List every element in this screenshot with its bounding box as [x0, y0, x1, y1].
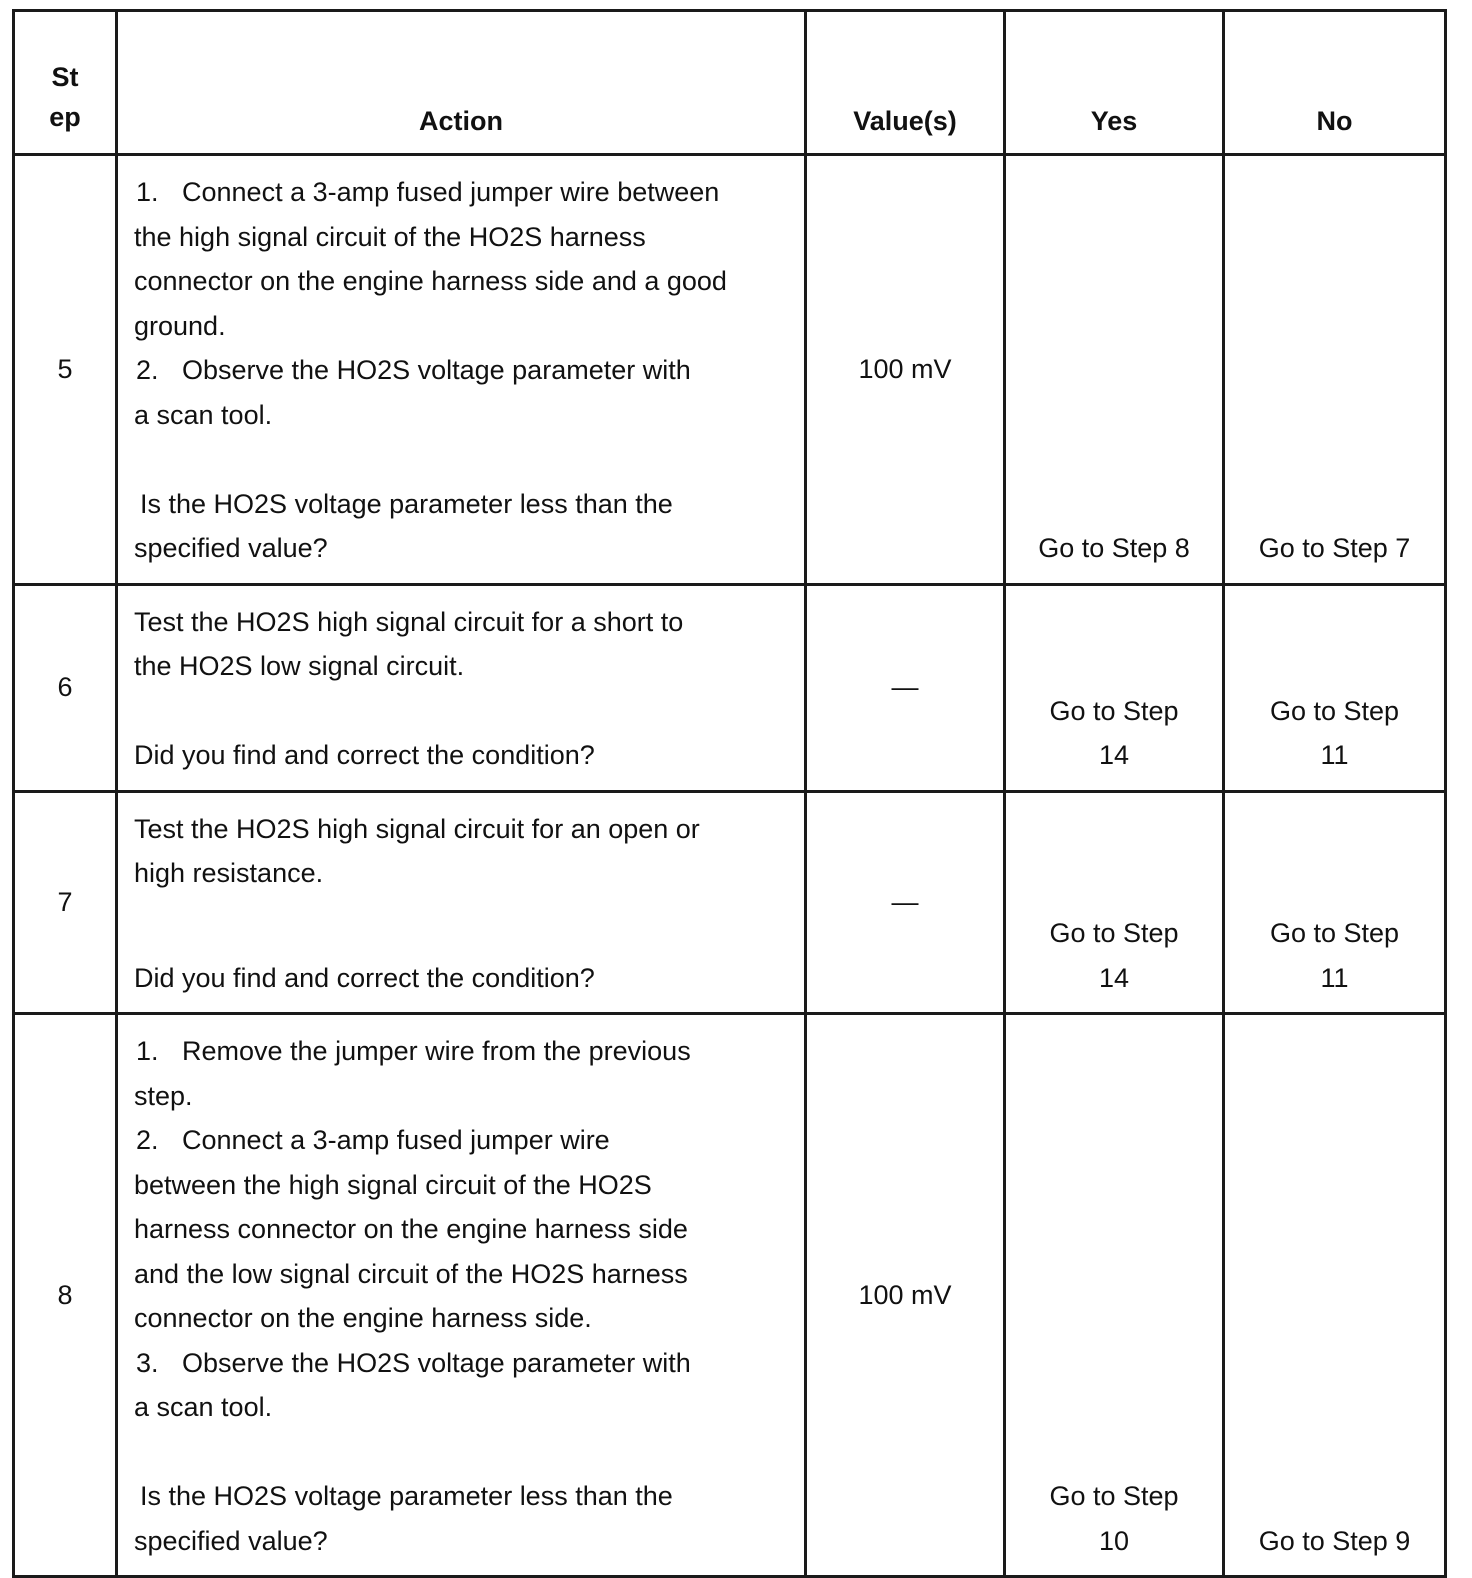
- action-line: a scan tool.: [134, 1392, 273, 1422]
- action-question: Did you find and correct the condition?: [134, 962, 595, 993]
- no-link: 11: [1320, 962, 1349, 993]
- no-link: Go to Step 7: [1258, 533, 1411, 563]
- yes-link: Go to Step 8: [1038, 533, 1190, 563]
- step-number: 8: [14, 1014, 117, 1577]
- yes-link: 14: [1098, 740, 1130, 770]
- yes-link: Go to Step: [1049, 1481, 1179, 1511]
- action-line: 3. Observe the HO2S voltage parameter with: [136, 1347, 691, 1378]
- header-no: No: [1224, 11, 1446, 155]
- action-line: the high signal circuit of the HO2S harness: [134, 221, 646, 252]
- action-cell: [117, 155, 806, 585]
- header-step-line2: ep: [49, 102, 81, 132]
- step-number: 7: [14, 791, 117, 1014]
- action-cell: [117, 791, 806, 1014]
- yes-link: 14: [1098, 962, 1130, 993]
- action-line: high resistance.: [134, 858, 324, 888]
- action-line: harness connector on the engine harness side: [134, 1214, 688, 1244]
- no-link: Go to Step: [1269, 695, 1400, 726]
- action-line: step.: [134, 1080, 193, 1111]
- table-row-step-8: [14, 1014, 1446, 1577]
- yes-cell: [1005, 791, 1224, 1014]
- yes-cell: [1005, 1014, 1224, 1577]
- value-cell: 100 mV: [806, 1014, 1005, 1577]
- action-line: the HO2S low signal circuit.: [134, 651, 465, 681]
- action-line: 2. Observe the HO2S voltage parameter with: [136, 355, 691, 385]
- action-line: Test the HO2S high signal circuit for an open or: [134, 813, 700, 844]
- header-yes: Yes: [1005, 11, 1224, 155]
- step-number: 5: [14, 155, 117, 585]
- no-cell: [1224, 155, 1446, 585]
- action-line: 2. Connect a 3-amp fused jumper wire: [136, 1125, 610, 1155]
- table-row-step-5: [14, 155, 1446, 585]
- action-line: between the high signal circuit of the HO2S: [134, 1169, 652, 1200]
- no-link: 11: [1320, 740, 1349, 770]
- action-cell: [117, 1014, 806, 1577]
- header-step: [14, 11, 117, 155]
- action-question: Is the HO2S voltage parameter less than the: [140, 1481, 673, 1511]
- action-line: ground.: [134, 310, 226, 341]
- step-number: 6: [14, 584, 117, 791]
- table-row-step-6: [14, 584, 1446, 791]
- yes-link: Go to Step: [1049, 695, 1179, 726]
- action-cell: [117, 584, 806, 791]
- no-link: Go to Step: [1269, 918, 1400, 948]
- action-line: connector on the engine harness side and a good: [134, 266, 727, 296]
- header-row: [14, 11, 1446, 155]
- action-question: Did you find and correct the condition?: [134, 740, 595, 770]
- no-cell: [1224, 584, 1446, 791]
- no-cell: [1224, 791, 1446, 1014]
- header-action: Action: [117, 11, 806, 155]
- yes-cell: [1005, 584, 1224, 791]
- action-line: a scan tool.: [134, 399, 273, 430]
- action-line: Test the HO2S high signal circuit for a short to: [134, 606, 684, 637]
- value-cell: —: [806, 791, 1005, 1014]
- diagnostic-table: [12, 9, 1447, 1578]
- yes-link: 10: [1098, 1525, 1130, 1556]
- action-line: and the low signal circuit of the HO2S harness: [134, 1258, 688, 1289]
- value-cell: 100 mV: [806, 155, 1005, 585]
- yes-link: Go to Step: [1049, 918, 1179, 948]
- action-line: 1. Connect a 3-amp fused jumper wire between: [136, 177, 720, 207]
- no-cell: [1224, 1014, 1446, 1577]
- action-line: connector on the engine harness side.: [134, 1303, 592, 1333]
- action-question: specified value?: [134, 533, 328, 563]
- table-row-step-7: [14, 791, 1446, 1014]
- header-values: Value(s): [806, 11, 1005, 155]
- action-question: specified value?: [134, 1525, 328, 1556]
- action-question: Is the HO2S voltage parameter less than the: [140, 488, 673, 519]
- value-cell: —: [806, 584, 1005, 791]
- action-line: 1. Remove the jumper wire from the previous: [136, 1036, 691, 1066]
- header-step-line1: St: [51, 62, 79, 92]
- yes-cell: [1005, 155, 1224, 585]
- no-link: Go to Step 9: [1258, 1525, 1411, 1556]
